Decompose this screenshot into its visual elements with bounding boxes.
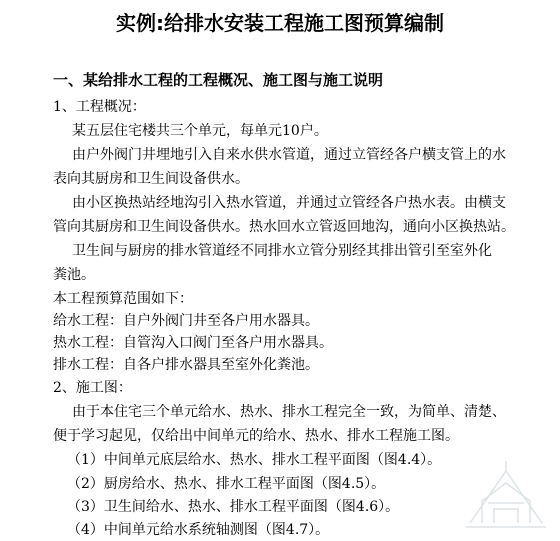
subsection-heading-drawings: 2、施工图： (53, 380, 132, 396)
subsection-heading-overview: 1、工程概况： (53, 99, 146, 115)
paragraph-line: 便于学习起见，仅给出中间单元的给水、热水、排水工程施工图。 (53, 428, 459, 444)
list-item: （2）厨房给水、热水、排水工程平面图（图4.5）。 (67, 476, 386, 492)
scope-line-water: 给水工程：自户外阀门井至各户用水器具。 (53, 313, 319, 329)
building-watermark-icon (460, 453, 552, 535)
paragraph-line: 粪池。 (53, 267, 95, 283)
scope-line-drainage: 排水工程：自各户排水器具至室外化粪池。 (53, 357, 319, 373)
paragraph-line: 某五层住宅楼共三个单元，每单元10户。 (72, 123, 328, 139)
paragraph-line: 管向其厨房和卫生间设备供水。热水回水立管返回地沟，通向小区换热站。 (53, 219, 515, 235)
section-heading: 一、某给排水工程的工程概况、施工图与施工说明 (53, 71, 384, 89)
list-item: （3）卫生间给水、热水、排水工程平面图（图4.6）。 (67, 499, 400, 515)
list-item: （4）中间单元给水系统轴测图（图4.7）。 (67, 522, 330, 538)
document-title: 实例:给排水安装工程施工图预算编制 (116, 11, 444, 35)
scope-line-hot-water: 热水工程：自管沟入口阀门至各户用水器具。 (53, 335, 333, 351)
paragraph-line: 由户外阀门井埋地引入自来水供水管道，通过立管经各户横支管上的水 (72, 147, 506, 163)
paragraph-line: 由小区换热站经地沟引入热水管道，并通过立管经各户热水表。由横支 (72, 195, 506, 211)
paragraph-line: 由于本住宅三个单元给水、热水、排水工程完全一致，为简单、清楚、 (72, 404, 506, 420)
paragraph-line: 卫生间与厨房的排水管道经不同排水立管分别经其排出管引至室外化 (72, 243, 492, 259)
paragraph-line: 表向其厨房和卫生间设备供水。 (53, 171, 249, 187)
list-item: （1）中间单元底层给水、热水、排水工程平面图（图4.4）。 (67, 452, 442, 468)
paragraph-line: 本工程预算范围如下： (53, 291, 193, 307)
